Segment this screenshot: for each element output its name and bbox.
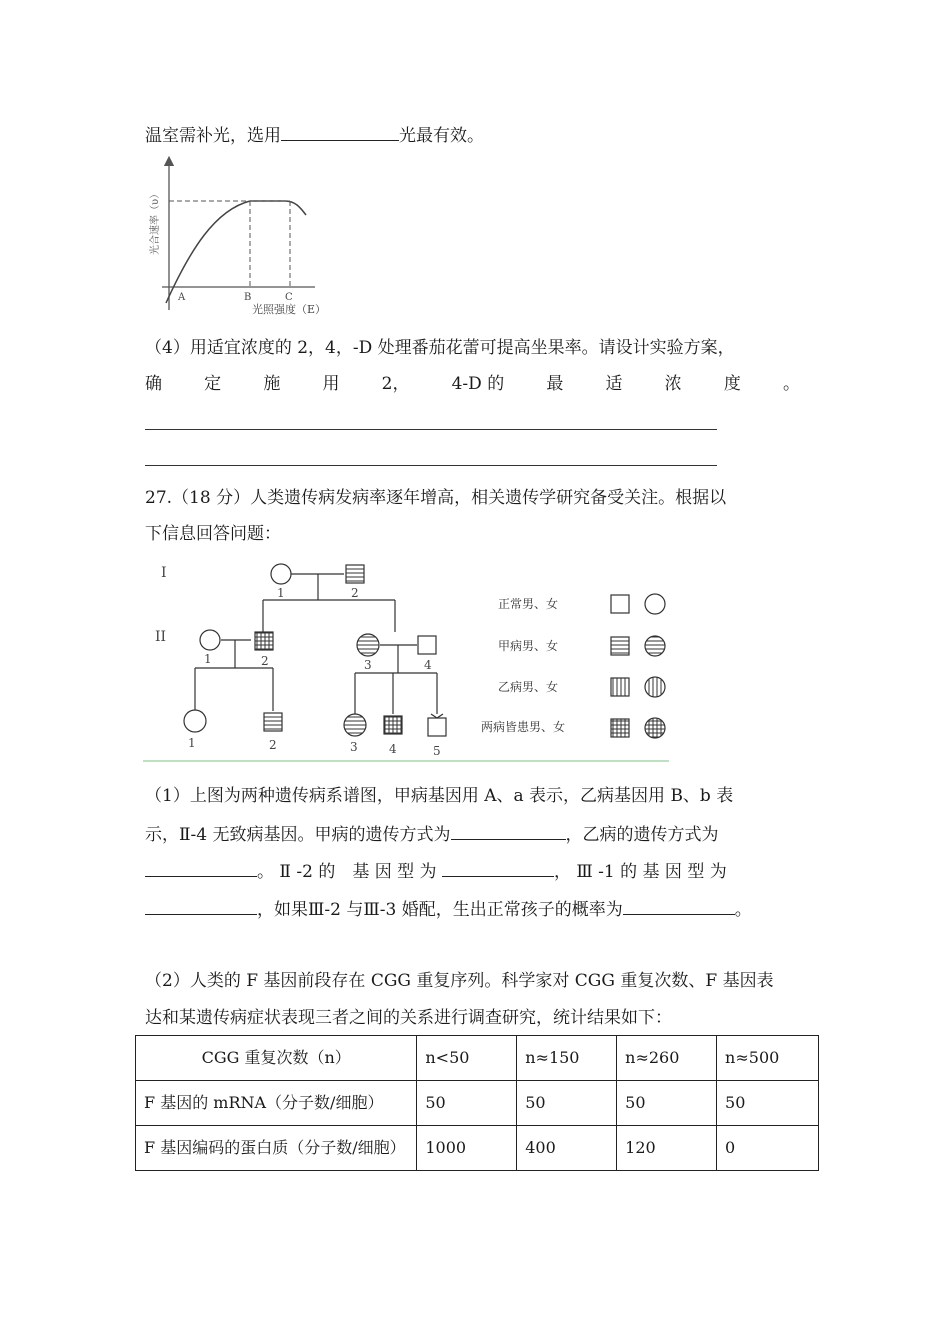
gen1-female-1 [271, 564, 291, 584]
q26-part4-line2: 确 定 施 用 2， 4-D 的 最 适 浓 度 。 [145, 374, 800, 394]
table-cell: 50 [617, 1081, 717, 1126]
svg-text:4: 4 [424, 658, 432, 672]
q27-part1-line4: ，如果Ⅲ-2 与Ⅲ-3 婚配，生出正常孩子的概率为 。 [145, 896, 752, 922]
table-cell: 0 [717, 1126, 819, 1171]
svg-text:3: 3 [364, 658, 372, 672]
point-label-b: B [244, 292, 252, 303]
y-axis-label: 光合速率（υ） [150, 188, 161, 255]
q26-tail-suffix: 光最有效。 [399, 126, 484, 146]
svg-text:3: 3 [350, 740, 358, 754]
table-cell: 1000 [417, 1126, 517, 1171]
q27-part2-line2: 达和某遗传病症状表现三者之间的关系进行调查研究，统计结果如下： [145, 1008, 672, 1028]
svg-text:2: 2 [261, 654, 269, 668]
table-cell: n≈150 [517, 1036, 617, 1081]
pedigree-chart [143, 555, 683, 765]
light-response-graph [140, 155, 340, 320]
table-row [136, 1081, 819, 1126]
svg-text:1: 1 [277, 586, 285, 600]
answer-line-2[interactable] [145, 465, 717, 466]
table-cell: F 基因编码的蛋白质（分子数/细胞） [136, 1126, 417, 1171]
gen3-male-2 [264, 713, 282, 731]
gen2-male-4 [418, 636, 436, 654]
answer-blank[interactable] [623, 896, 735, 915]
table-cell: 50 [417, 1081, 517, 1126]
q26-tail-prefix: 温室需补光，选用 [145, 126, 281, 146]
gen-label-i: I [161, 565, 167, 581]
q27-line2: 下信息回答问题： [145, 524, 281, 544]
x-axis-label: 光照强度（E） [252, 303, 327, 316]
legend-disease-a: 甲病男、女 [498, 639, 559, 653]
gen3-female-3 [344, 714, 366, 736]
gen2-female-3 [357, 634, 379, 656]
q27-part1-line2: 示，Ⅱ-4 无致病基因。甲病的遗传方式为 ，乙病的遗传方式为 [145, 821, 719, 847]
svg-text:1: 1 [204, 652, 212, 666]
answer-blank[interactable] [451, 821, 566, 840]
legend-both: 两病皆患男、女 [481, 720, 566, 734]
svg-text:2: 2 [351, 586, 359, 600]
gen1-male-2 [346, 565, 364, 583]
gen2-male-2 [255, 632, 273, 650]
svg-text:5: 5 [433, 744, 441, 758]
q27-part1-line3: 。 Ⅱ -2 的 基 因 型 为 ， Ⅲ -1 的 基 因 型 为 [145, 858, 727, 884]
answer-blank[interactable] [145, 896, 257, 915]
table-cell: 50 [517, 1081, 617, 1126]
point-label-a: A [178, 292, 186, 303]
table-cell: 120 [617, 1126, 717, 1171]
svg-text:2: 2 [269, 738, 277, 752]
answer-blank[interactable] [281, 122, 399, 141]
q26-tail-line [145, 122, 484, 148]
table-cell: n<50 [417, 1036, 517, 1081]
table-cell: 400 [517, 1126, 617, 1171]
table-cell: F 基因的 mRNA（分子数/细胞） [136, 1081, 417, 1126]
table-cell: n≈500 [717, 1036, 819, 1081]
legend-disease-b: 乙病男、女 [498, 680, 559, 694]
answer-blank[interactable] [145, 858, 257, 877]
rate-curve [166, 201, 306, 303]
table-cell: n≈260 [617, 1036, 717, 1081]
answer-blank[interactable] [442, 858, 554, 877]
table-cell: 50 [717, 1081, 819, 1126]
q27-part2-line1: （2）人类的 F 基因前段存在 CGG 重复序列。科学家对 CGG 重复次数、F 基因表 [145, 971, 774, 991]
point-label-c: C [285, 292, 293, 303]
svg-text:4: 4 [389, 742, 397, 756]
q27-part1-line1: （1）上图为两种遗传病系谱图，甲病基因用 A、a 表示，乙病基因用 B、b 表 [145, 786, 734, 806]
table-cell: CGG 重复次数（n） [136, 1036, 417, 1081]
gen-label-ii: II [155, 629, 167, 645]
legend-normal: 正常男、女 [498, 597, 559, 611]
table-row [136, 1126, 819, 1171]
cgg-table [135, 1035, 819, 1171]
svg-text:1: 1 [188, 736, 196, 750]
gen3-male-5 [428, 718, 446, 736]
answer-line-1[interactable] [145, 429, 717, 430]
q26-part4-line1: （4）用适宜浓度的 2，4，-D 处理番茄花蕾可提高坐果率。请设计实验方案， [145, 338, 735, 358]
gen2-female-1 [200, 630, 220, 650]
q27-line1: 27.（18 分）人类遗传病发病率逐年增高，相关遗传学研究备受关注。根据以 [145, 488, 727, 508]
gen3-male-4 [384, 716, 402, 734]
gen3-female-1 [184, 710, 206, 732]
table-header-row [136, 1036, 819, 1081]
